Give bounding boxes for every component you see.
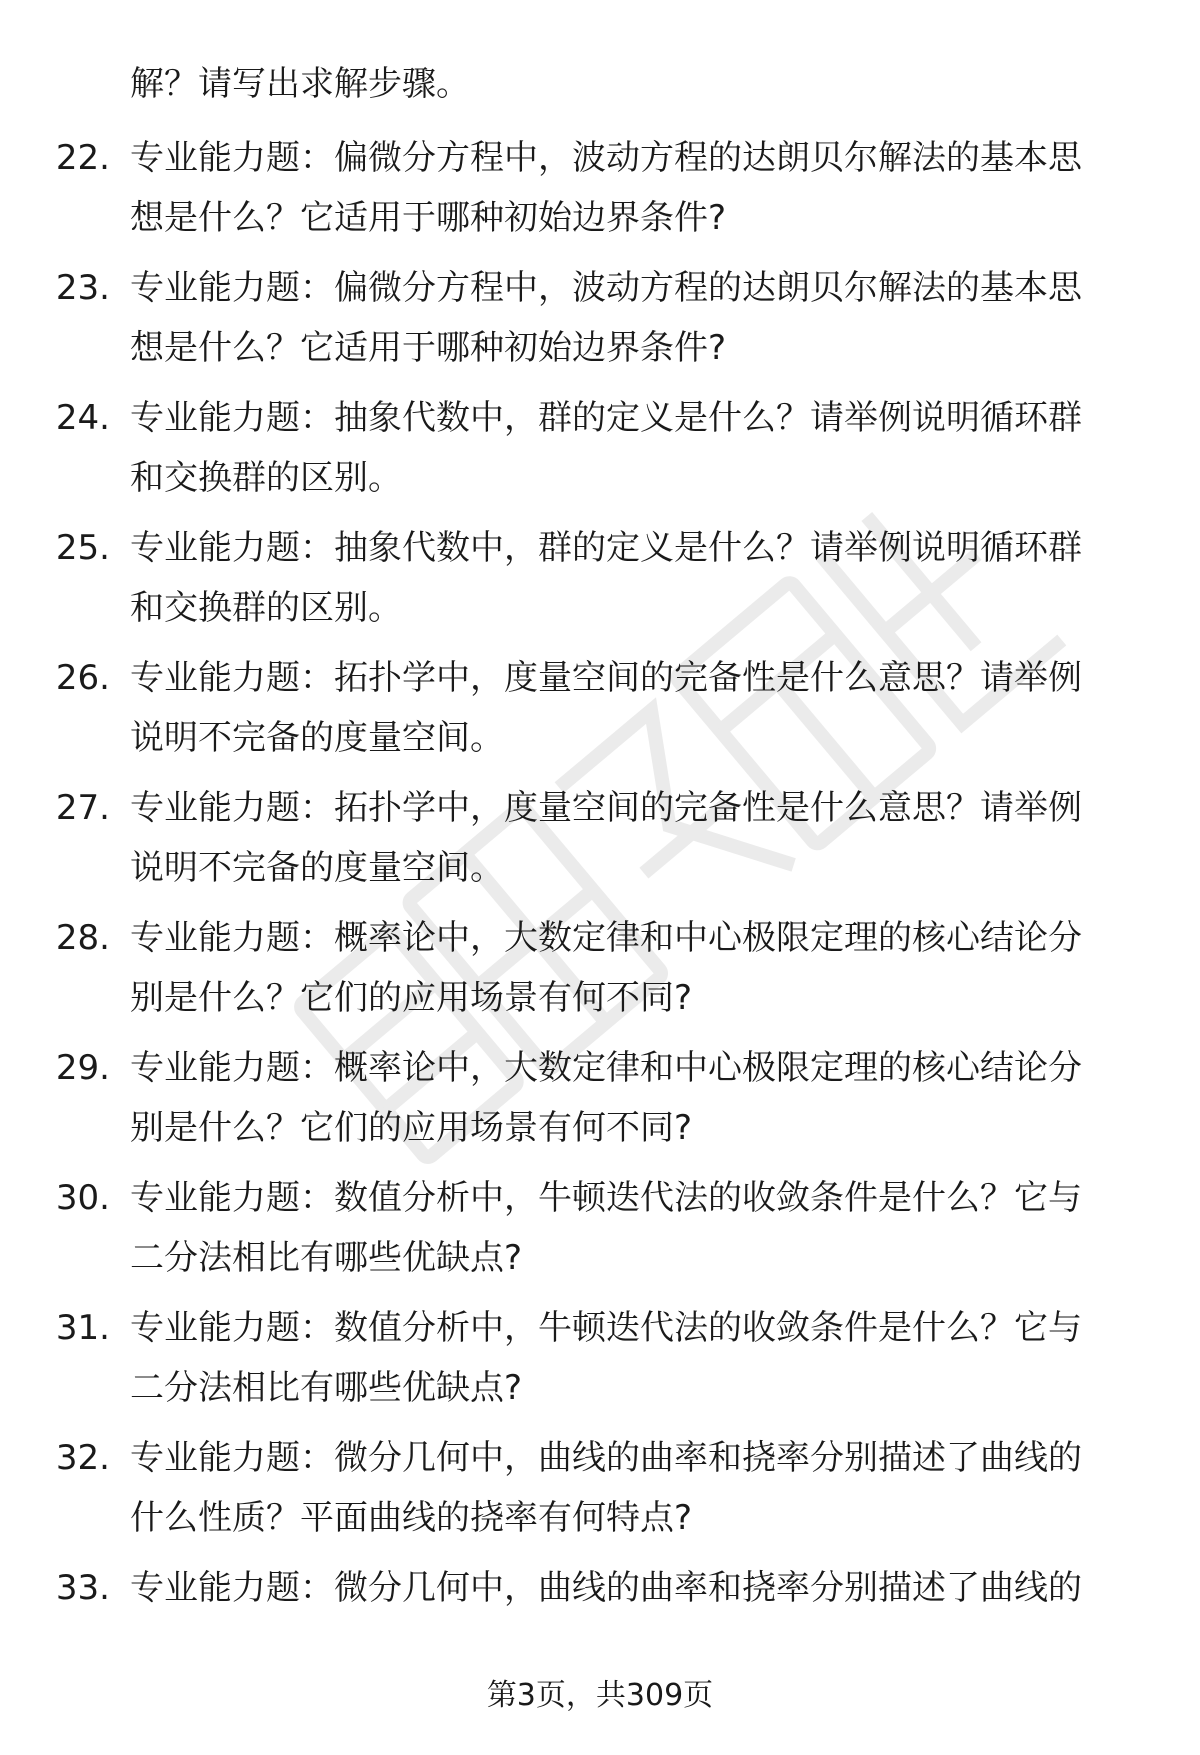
continuation-text: 解？请写出求解步骤。 bbox=[130, 64, 470, 104]
question-text-line1: 专业能力题：微分几何中，曲线的曲率和挠率分别描述了曲线的 bbox=[130, 1568, 1082, 1608]
question-text-line2: 别是什么？它们的应用场景有何不同? bbox=[130, 978, 693, 1018]
question-text-line1: 专业能力题：抽象代数中，群的定义是什么？请举例说明循环群 bbox=[130, 398, 1082, 438]
question-text-line1: 专业能力题：微分几何中，曲线的曲率和挠率分别描述了曲线的 bbox=[130, 1438, 1082, 1478]
question-number: 24. bbox=[55, 398, 110, 438]
question-number: 22. bbox=[55, 138, 110, 178]
question-text-line2: 二分法相比有哪些优缺点? bbox=[130, 1238, 523, 1278]
question-number: 33. bbox=[55, 1568, 110, 1608]
question-text-line1: 专业能力题：拓扑学中，度量空间的完备性是什么意思？请举例 bbox=[130, 788, 1082, 828]
question-text-line2: 想是什么？它适用于哪种初始边界条件? bbox=[130, 328, 727, 368]
question-text-line2: 和交换群的区别。 bbox=[130, 588, 402, 628]
question-number: 23. bbox=[55, 268, 110, 308]
question-text-line1: 专业能力题：偏微分方程中，波动方程的达朗贝尔解法的基本思 bbox=[130, 138, 1082, 178]
question-text-line1: 专业能力题：数值分析中，牛顿迭代法的收敛条件是什么？它与 bbox=[130, 1308, 1082, 1348]
question-number: 28. bbox=[55, 918, 110, 958]
question-number: 27. bbox=[55, 788, 110, 828]
question-text-line1: 专业能力题：概率论中，大数定律和中心极限定理的核心结论分 bbox=[130, 1048, 1082, 1088]
question-text-line2: 想是什么？它适用于哪种初始边界条件? bbox=[130, 198, 727, 238]
question-text-line1: 专业能力题：拓扑学中，度量空间的完备性是什么意思？请举例 bbox=[130, 658, 1082, 698]
question-text-line1: 专业能力题：偏微分方程中，波动方程的达朗贝尔解法的基本思 bbox=[130, 268, 1082, 308]
question-text-line2: 什么性质？平面曲线的挠率有何特点? bbox=[130, 1498, 693, 1538]
question-number: 25. bbox=[55, 528, 110, 568]
question-text-line2: 二分法相比有哪些优缺点? bbox=[130, 1368, 523, 1408]
question-text-line2: 说明不完备的度量空间。 bbox=[130, 848, 504, 888]
question-text-line1: 专业能力题：数值分析中，牛顿迭代法的收敛条件是什么？它与 bbox=[130, 1178, 1082, 1218]
question-number: 26. bbox=[55, 658, 110, 698]
question-number: 32. bbox=[55, 1438, 110, 1478]
question-text-line2: 和交换群的区别。 bbox=[130, 458, 402, 498]
question-text-line1: 专业能力题：抽象代数中，群的定义是什么？请举例说明循环群 bbox=[130, 528, 1082, 568]
question-text-line2: 别是什么？它们的应用场景有何不同? bbox=[130, 1108, 693, 1148]
question-text-line1: 专业能力题：概率论中，大数定律和中心极限定理的核心结论分 bbox=[130, 918, 1082, 958]
question-text-line2: 说明不完备的度量空间。 bbox=[130, 718, 504, 758]
page-footer: 第3页，共309页 bbox=[486, 1678, 714, 1713]
question-number: 29. bbox=[55, 1048, 110, 1088]
question-number: 30. bbox=[55, 1178, 110, 1218]
question-number: 31. bbox=[55, 1308, 110, 1348]
